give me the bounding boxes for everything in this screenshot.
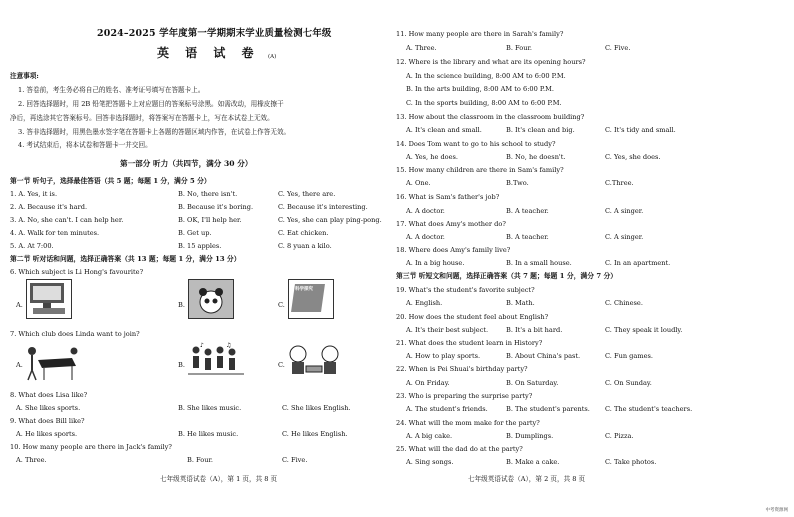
option-a: A. A doctor. bbox=[406, 207, 445, 215]
note-item: 4. 考试结束后，将本试卷和答题卡一并交回。 bbox=[18, 141, 152, 149]
option-a: A. Sing songs. bbox=[406, 458, 454, 466]
option-b: B. A teacher. bbox=[506, 233, 549, 241]
option-b: B. About China's past. bbox=[506, 352, 581, 360]
option-b: B. No, he doesn't. bbox=[506, 153, 566, 161]
paper-variant: (A) bbox=[268, 54, 277, 60]
option-b: B. He likes music. bbox=[178, 430, 239, 438]
option-c: C. It's tidy and small. bbox=[605, 126, 676, 134]
option-b: B. Get up. bbox=[178, 229, 212, 237]
question-8: 8. What does Lisa like? bbox=[10, 391, 88, 399]
question-11: 11. How many people are there in Sarah's family? bbox=[396, 30, 564, 38]
question-14: 14. Does Tom want to go to his school to study? bbox=[396, 140, 556, 148]
page-footer: 七年级英语试卷（A），第 1 页，共 8 页 bbox=[160, 475, 278, 483]
computer-picture bbox=[26, 279, 72, 319]
option-c-label: C. bbox=[278, 361, 285, 369]
option-c: C. Take photos. bbox=[605, 458, 657, 466]
option-b: B. She likes music. bbox=[178, 404, 242, 412]
option-c: C. A singer. bbox=[605, 207, 644, 215]
option-b: B. 15 apples. bbox=[178, 242, 222, 250]
option-c: C. Chinese. bbox=[605, 299, 643, 307]
question-3: 3. A. No, she can't. I can help her. bbox=[10, 216, 124, 224]
question-23: 23. Who is preparing the surprise party? bbox=[396, 392, 533, 400]
question-18: 18. Where does Amy's family live? bbox=[396, 246, 511, 254]
option-a: A. Three. bbox=[16, 456, 47, 464]
option-c: C. 8 yuan a kilo. bbox=[278, 242, 332, 250]
option-b: B. No, there isn't. bbox=[178, 190, 238, 198]
paper-title: 英 语 试 卷 bbox=[157, 46, 260, 60]
option-a: A. English. bbox=[406, 299, 443, 307]
question-16: 16. What is Sam's father's job? bbox=[396, 193, 500, 201]
option-a: A. In a big house. bbox=[406, 259, 465, 267]
option-a: A. On Friday. bbox=[406, 379, 450, 387]
question-25: 25. What will the dad do at the party? bbox=[396, 445, 523, 453]
question-22: 22. When is Pei Shuai's birthday party? bbox=[396, 365, 528, 373]
ping-pong-icon bbox=[26, 342, 78, 382]
option-b: B. The student's parents. bbox=[506, 405, 590, 413]
option-a: A. How to play sports. bbox=[406, 352, 481, 360]
option-b: B. In the arts building, 8:00 AM to 6:00 P.M. bbox=[406, 85, 554, 93]
option-b: B. In a small house. bbox=[506, 259, 572, 267]
option-b: B. Four. bbox=[506, 44, 532, 52]
question-21: 21. What does the student learn in History? bbox=[396, 339, 543, 347]
question-20: 20. How does the student feel about English? bbox=[396, 313, 549, 321]
part1-title: 第一部分 听力（共四节，满分 30 分） bbox=[120, 159, 253, 168]
option-c: C. Five. bbox=[282, 456, 308, 464]
note-item: 3. 答非选择题时，用黑色墨水签字笔在答题卡上各题的答题区域内作答，在试卷上作答无效。 bbox=[18, 128, 291, 136]
question-5: 5. A. At 7:00. bbox=[10, 242, 54, 250]
option-c: C. Yes, there are. bbox=[278, 190, 336, 198]
chess-club-icon bbox=[288, 342, 342, 382]
option-c: C. Because it's interesting. bbox=[278, 203, 368, 211]
option-a: A. It's their best subject. bbox=[406, 326, 489, 334]
option-c: C. The student's teachers. bbox=[605, 405, 693, 413]
question-1: 1. A. Yes, it is. bbox=[10, 190, 58, 198]
question-12: 12. Where is the library and what are its opening hours? bbox=[396, 58, 586, 66]
left-page bbox=[10, 0, 392, 517]
option-b: B. Because it's boring. bbox=[178, 203, 254, 211]
option-c: C. Yes, she can play ping-pong. bbox=[278, 216, 382, 224]
option-a: A. One. bbox=[406, 179, 431, 187]
option-b: B. Dumplings. bbox=[506, 432, 554, 440]
option-a: A. In the science building, 8:00 AM to 6:00 P.M. bbox=[406, 72, 566, 80]
svg-text:♫: ♫ bbox=[226, 342, 232, 349]
page-footer: 七年级英语试卷（A），第 2 页，共 8 页 bbox=[468, 475, 586, 483]
option-a-label: A. bbox=[16, 301, 23, 309]
option-b-label: B. bbox=[178, 301, 185, 309]
option-b: B. OK, I'll help her. bbox=[178, 216, 242, 224]
option-c: C. Eat chicken. bbox=[278, 229, 329, 237]
option-c: C. Five. bbox=[605, 44, 631, 52]
section2-title: 第二节 听对话和问题，选择正确答案（共 13 题；每题 1 分，满分 13 分） bbox=[10, 255, 241, 263]
question-24: 24. What will the mom make for the party? bbox=[396, 419, 540, 427]
panda-icon bbox=[189, 280, 233, 318]
option-a-label: A. bbox=[16, 361, 23, 369]
question-13: 13. How about the classroom in the classroom building? bbox=[396, 113, 585, 121]
option-c: C. They speak it loudly. bbox=[605, 326, 683, 334]
question-15: 15. How many children are there in Sam's family? bbox=[396, 166, 564, 174]
option-c: C. She likes English. bbox=[282, 404, 351, 412]
option-c: C.Three. bbox=[605, 179, 634, 187]
option-a: A. A doctor. bbox=[406, 233, 445, 241]
option-a: A. She likes sports. bbox=[16, 404, 81, 412]
exam-title: 2024–2025 学年度第一学期期末学业质量检测七年级 bbox=[97, 28, 332, 39]
science-book-picture bbox=[288, 279, 334, 319]
right-page bbox=[396, 0, 736, 517]
option-b: B. Four. bbox=[187, 456, 213, 464]
option-a: A. He likes sports. bbox=[16, 430, 78, 438]
option-c: C. Fun games. bbox=[605, 352, 653, 360]
question-4: 4. A. Walk for ten minutes. bbox=[10, 229, 100, 237]
question-6: 6. Which subject is Li Hong's favourite? bbox=[10, 268, 144, 276]
option-a: A. It's clean and small. bbox=[406, 126, 482, 134]
option-c: C. He likes English. bbox=[282, 430, 348, 438]
question-17: 17. What does Amy's mother do? bbox=[396, 220, 506, 228]
option-a: A. A big cake. bbox=[406, 432, 453, 440]
option-b-label: B. bbox=[178, 361, 185, 369]
note-item: 1. 答卷前，考生务必将自己的姓名、准考证号填写在答题卡上。 bbox=[18, 86, 205, 94]
option-c: C. A singer. bbox=[605, 233, 644, 241]
question-7: 7. Which club does Linda want to join? bbox=[10, 330, 140, 338]
option-b: B. Math. bbox=[506, 299, 535, 307]
option-b: B. It's clean and big. bbox=[506, 126, 575, 134]
option-a: A. Yes, he does. bbox=[406, 153, 459, 161]
section1-title: 第一节 听句子，选择最佳答语（共 5 题；每题 1 分，满分 5 分） bbox=[10, 177, 211, 185]
note-item: 2. 回答选择题时，用 2B 铅笔把答题卡上对应题目的答案标号涂黑。如需改动，用橡皮擦干 bbox=[18, 100, 284, 108]
option-b: B. A teacher. bbox=[506, 207, 549, 215]
music-club-icon bbox=[188, 342, 244, 382]
section3-title: 第三节 听短文和问题，选择正确答案（共 7 题；每题 1 分，满分 7 分） bbox=[396, 272, 618, 280]
svg-text:♪: ♪ bbox=[200, 342, 204, 349]
option-c: C. Yes, she does. bbox=[605, 153, 661, 161]
note-item: 净后，再选涂其它答案标号。回答非选择题时，将答案写在答题卡上，写在本试卷上无效。 bbox=[10, 114, 274, 122]
question-19: 19. What's the student's favorite subject? bbox=[396, 286, 535, 294]
watermark-logo: 中考资源网 bbox=[765, 508, 788, 513]
option-c: C. In an apartment. bbox=[605, 259, 671, 267]
option-c: C. In the sports building, 8:00 AM to 6:00 P.M. bbox=[406, 99, 562, 107]
question-10: 10. How many people are there in Jack's family? bbox=[10, 443, 172, 451]
option-b: B. Make a cake. bbox=[506, 458, 560, 466]
option-a: A. The student's friends. bbox=[406, 405, 488, 413]
question-2: 2. A. Because it's hard. bbox=[10, 203, 88, 211]
option-c: C. Pizza. bbox=[605, 432, 634, 440]
question-9: 9. What does Bill like? bbox=[10, 417, 85, 425]
option-b: B.Two. bbox=[506, 179, 529, 187]
option-c-label: C. bbox=[278, 301, 285, 309]
book-cover-text: 科学探究 bbox=[295, 287, 313, 292]
panda-picture bbox=[188, 279, 234, 319]
option-c: C. On Sunday. bbox=[605, 379, 652, 387]
option-b: B. On Saturday. bbox=[506, 379, 559, 387]
computer-icon bbox=[27, 280, 71, 318]
notes-heading: 注意事项: bbox=[10, 72, 39, 80]
option-a: A. Three. bbox=[406, 44, 437, 52]
option-b: B. It's a bit hard. bbox=[506, 326, 563, 334]
